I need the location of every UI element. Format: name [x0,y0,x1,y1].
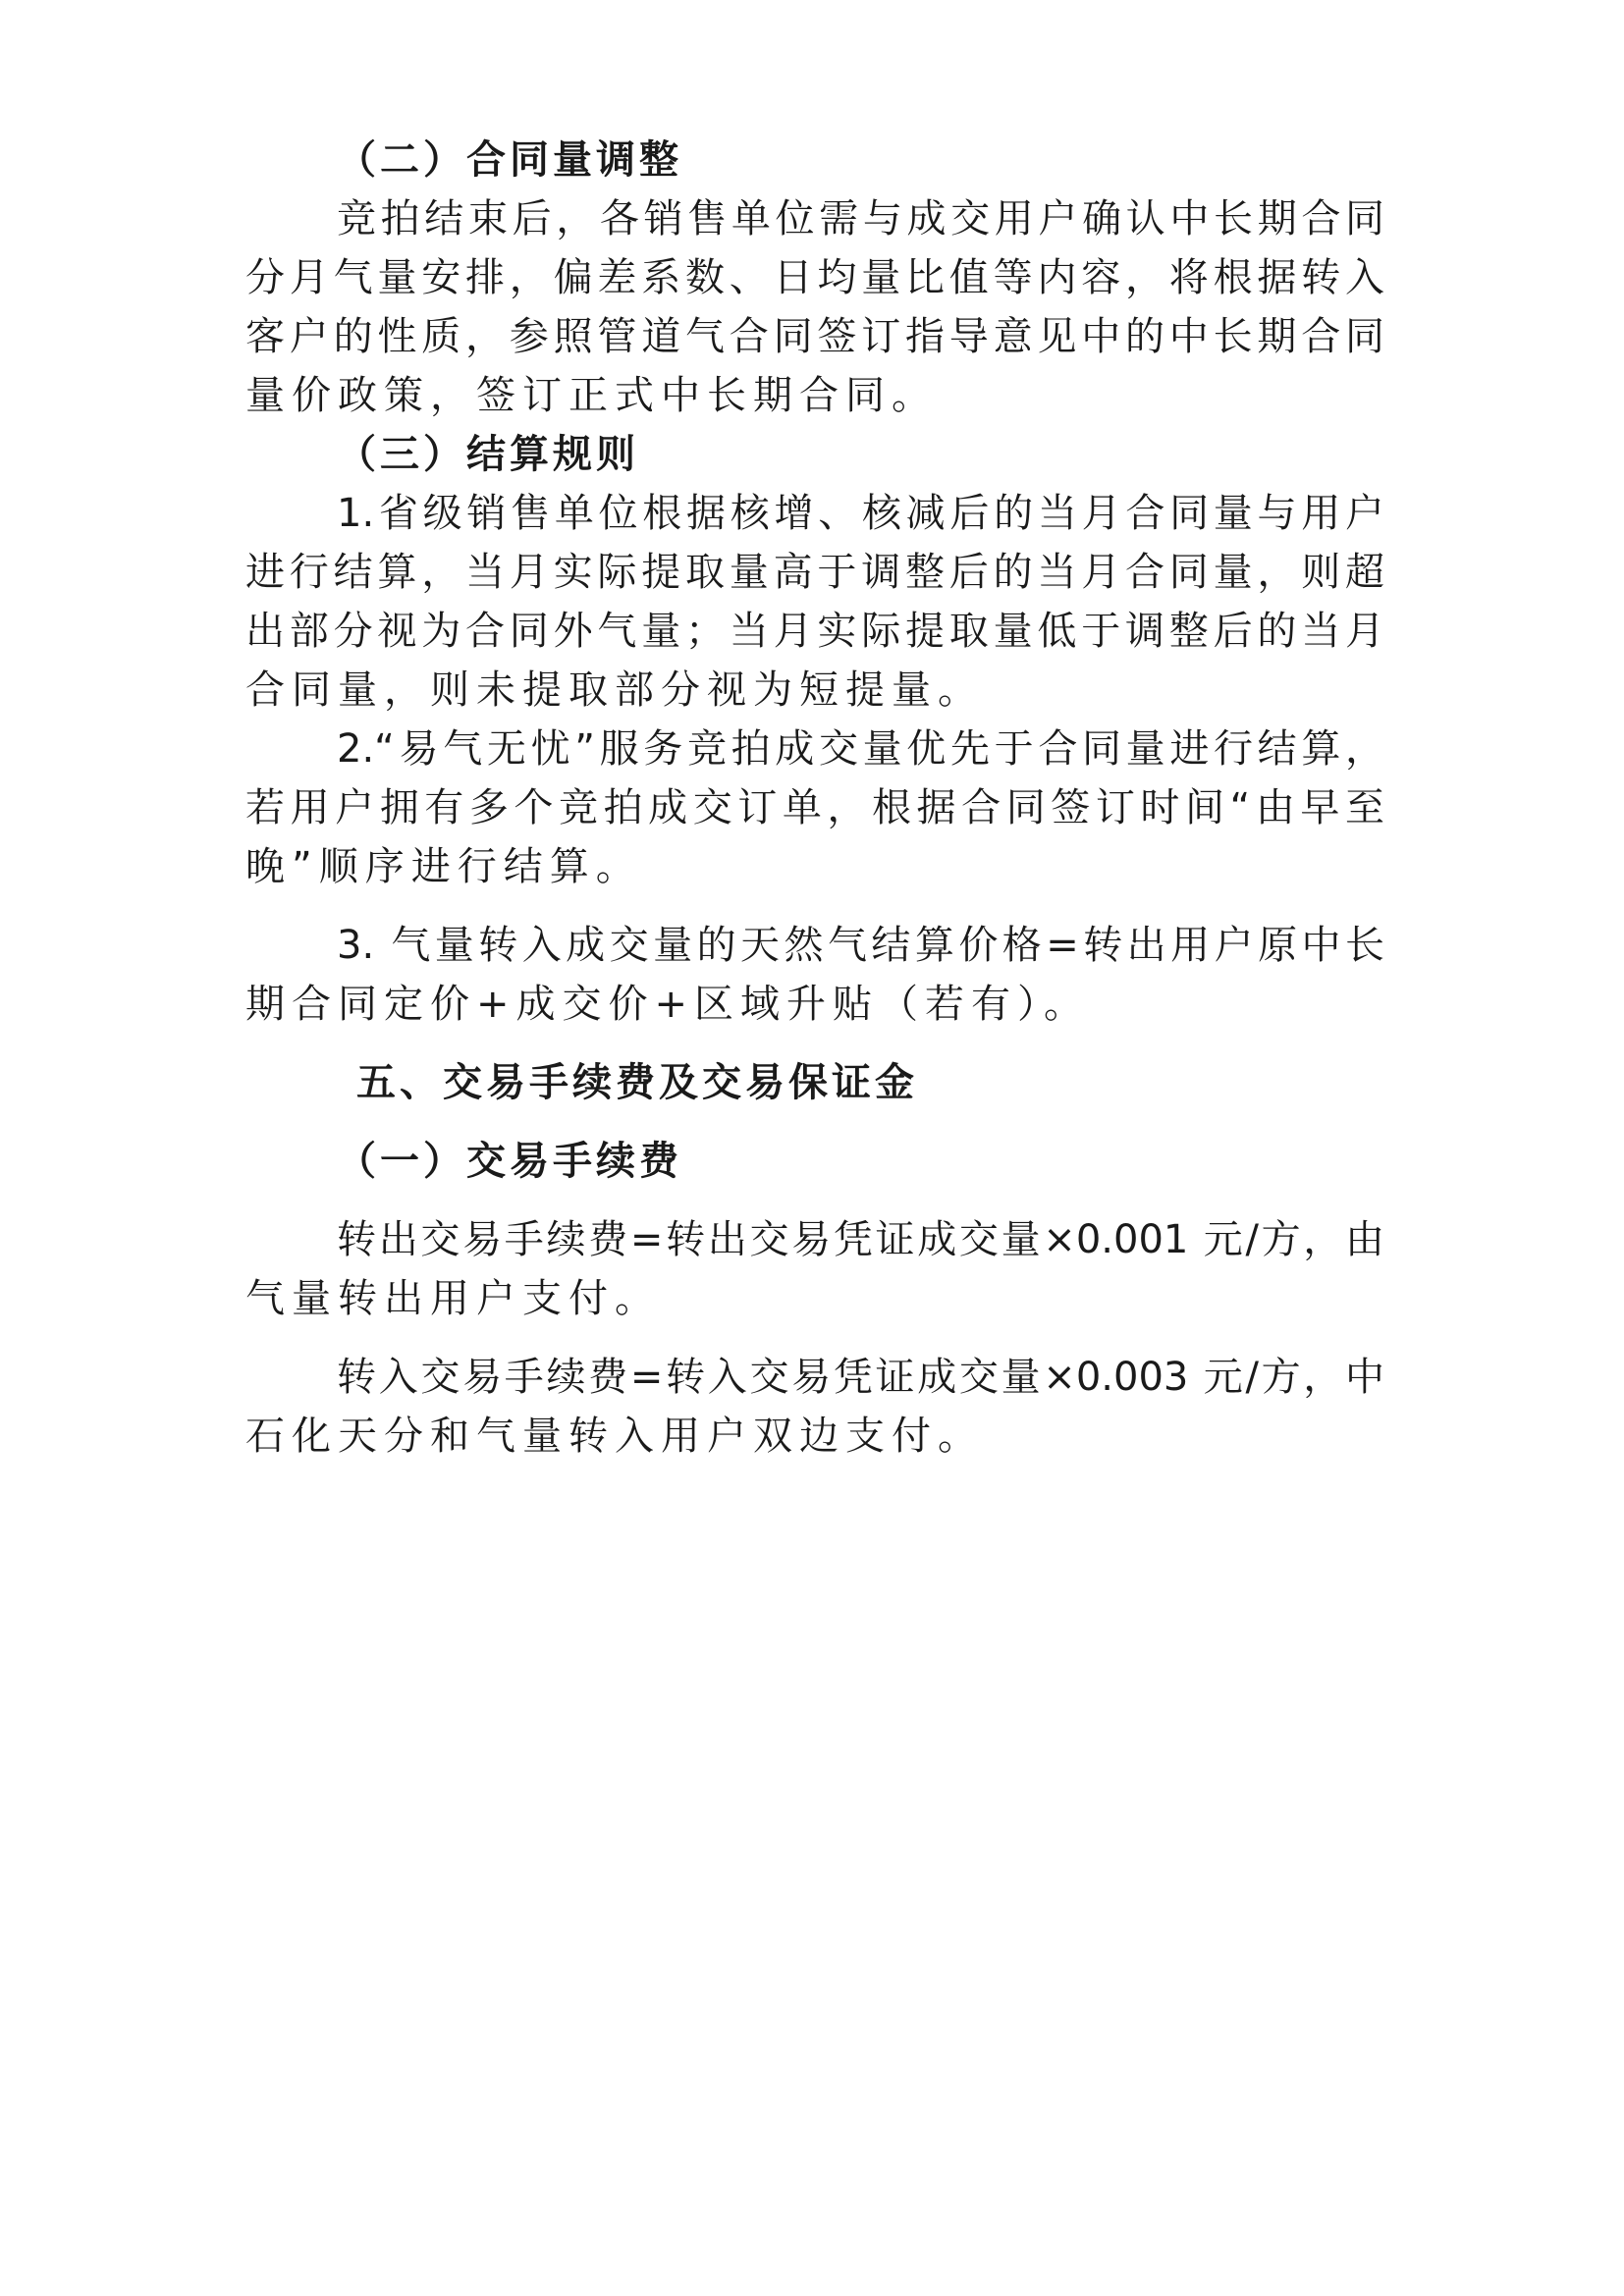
paragraph-line: 客户的性质，参照管道气合同签订指导意见中的中长期合同 [245,314,1384,359]
out-fee-line: 气量转出用户支付。 [245,1276,661,1321]
section-heading-contract-adjustment: （二）合同量调整 [337,137,682,183]
rule-2-line: 晚”顺序进行结算。 [245,844,642,889]
in-fee-line: 转入交易手续费=转入交易凭证成交量×0.003 元/方，中 [337,1355,1384,1400]
section-heading-settlement-rules: （三）结算规则 [337,432,639,477]
rule-1-line: 进行结算，当月实际提取量高于调整后的当月合同量，则超 [245,550,1384,595]
rule-1-line: 1.省级销售单位根据核增、核减后的当月合同量与用户 [337,491,1384,536]
paragraph-line: 竞拍结束后，各销售单位需与成交用户确认中长期合同 [337,196,1384,241]
rule-2-line: 若用户拥有多个竞拍成交订单，根据合同签订时间“由早至 [245,785,1384,830]
paragraph-line: 量价政策，签订正式中长期合同。 [245,373,938,418]
in-fee-line: 石化天分和气量转入用户双边支付。 [245,1414,984,1459]
rule-3-line: 3. 气量转入成交量的天然气结算价格=转出用户原中长 [337,923,1384,968]
section-heading-transaction-fee: （一）交易手续费 [337,1139,682,1184]
part-heading-fees-and-deposit: 五、交易手续费及交易保证金 [356,1060,918,1105]
rule-3-line: 期合同定价+成交价+区域升贴（若有）。 [245,982,1091,1027]
rule-1-line: 合同量，则未提取部分视为短提量。 [245,667,984,713]
out-fee-line: 转出交易手续费=转出交易凭证成交量×0.001 元/方，由 [337,1217,1384,1262]
rule-1-line: 出部分视为合同外气量；当月实际提取量低于调整后的当月 [245,609,1384,654]
rule-2-line: 2.“易气无忧”服务竞拍成交量优先于合同量进行结算， [337,726,1384,772]
paragraph-line: 分月气量安排，偏差系数、日均量比值等内容，将根据转入 [245,255,1384,300]
